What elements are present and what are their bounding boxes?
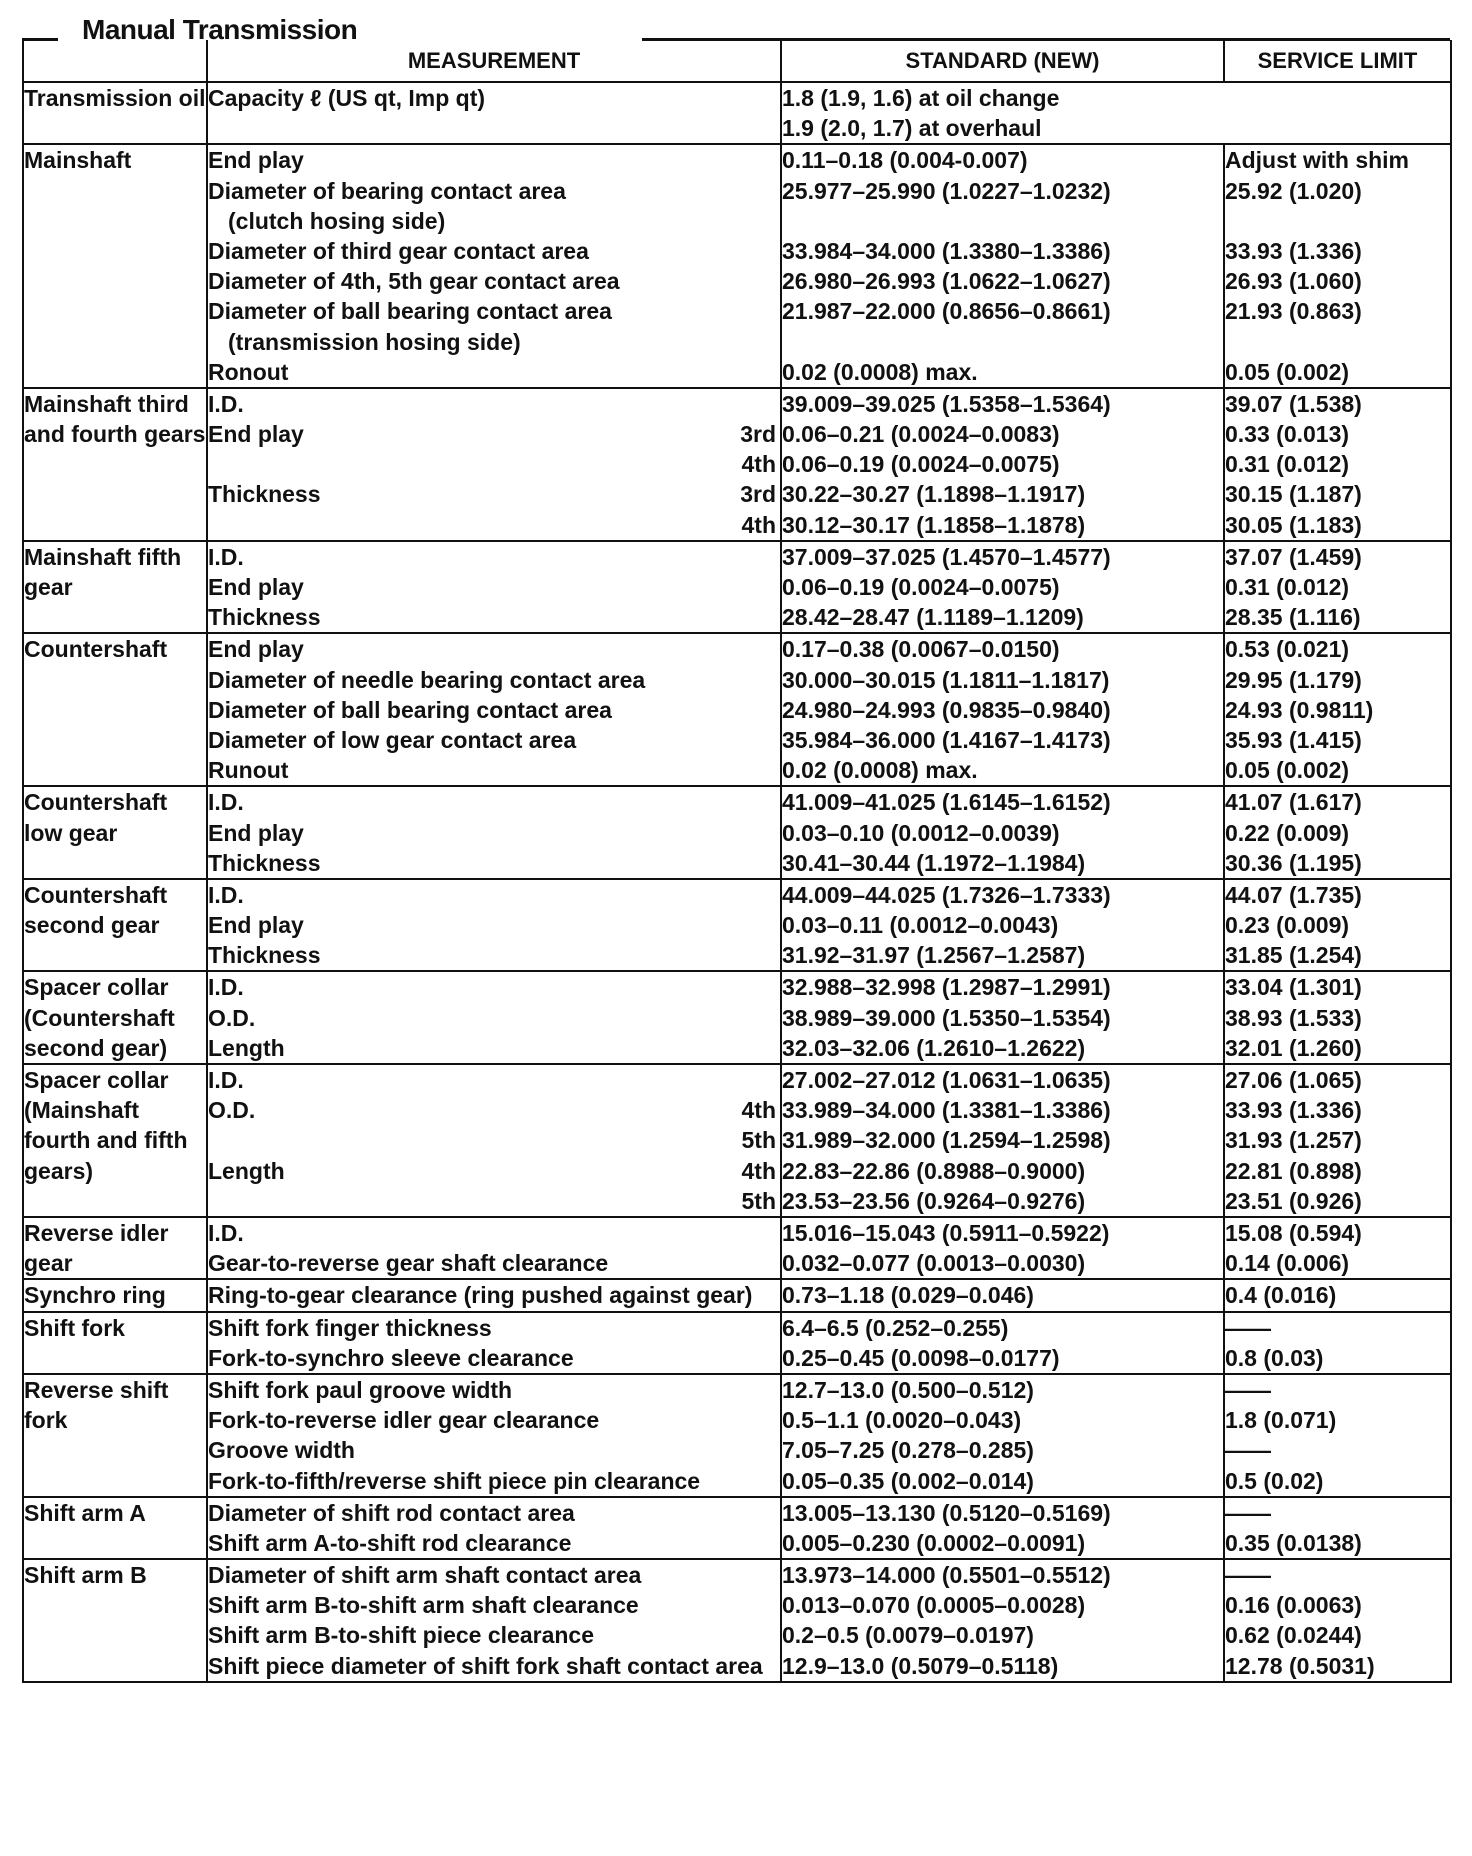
standard-value: 23.53–23.56 (0.9264–0.9276) [782, 1187, 1086, 1214]
measurement-line [208, 848, 780, 878]
spec-body [23, 82, 1451, 1682]
measurement-label: Diameter of shift rod contact area [208, 1499, 575, 1526]
measurement-label: Length [208, 1157, 285, 1184]
row-standard [781, 541, 1224, 634]
row-measurements [207, 1279, 781, 1311]
row-standard [781, 82, 1451, 144]
service-limit-value: 30.05 (1.183) [1225, 511, 1362, 538]
measurement-label: End play [208, 421, 304, 448]
standard-value: 0.11–0.18 (0.004-0.007) [782, 147, 1028, 174]
row-standard [781, 971, 1224, 1064]
measurement-line [208, 1033, 780, 1063]
row-measurements [207, 786, 781, 879]
measurement-line [208, 634, 780, 664]
measurement-line [208, 1466, 780, 1496]
measurement-line [208, 1375, 780, 1405]
measurement-label: End play [208, 636, 304, 663]
row-standard [781, 1559, 1224, 1682]
table-row [23, 1312, 1451, 1374]
service-limit-value [1225, 327, 1450, 357]
service-limit-value: 0.35 (0.0138) [1225, 1529, 1362, 1556]
row-category: Spacer collar (Countershaft second gear) [23, 971, 207, 1064]
measurement-label: O.D. [208, 1004, 256, 1031]
service-limit-value: —— [1225, 1376, 1271, 1403]
standard-value: 12.7–13.0 (0.500–0.512) [782, 1376, 1034, 1403]
standard-value: 21.987–22.000 (0.8656–0.8661) [782, 298, 1111, 325]
gear-indicator: 3rd [740, 481, 776, 508]
row-measurements [207, 541, 781, 634]
measurement-line [208, 725, 780, 755]
measurement-line [208, 145, 780, 175]
row-category: Transmission oil [23, 82, 207, 144]
row-service-limit [1224, 1374, 1451, 1497]
table-row [23, 633, 1451, 786]
gear-indicator: 4th [741, 451, 776, 478]
service-limit-value: 31.93 (1.257) [1225, 1127, 1362, 1154]
table-row [23, 1217, 1451, 1279]
header-standard: STANDARD (NEW) [781, 40, 1224, 82]
measurement-line [208, 449, 780, 479]
measurement-line [208, 419, 780, 449]
standard-value: 0.032–0.077 (0.0013–0.0030) [782, 1250, 1086, 1277]
table-row [23, 82, 1451, 144]
standard-value: 39.009–39.025 (1.5358–1.5364) [782, 390, 1111, 417]
standard-value: 38.989–39.000 (1.5350–1.5354) [782, 1004, 1111, 1031]
measurement-line [208, 1651, 780, 1681]
measurement-label: (clutch hosing side) [228, 207, 446, 234]
gear-indicator: 5th [741, 1127, 776, 1154]
standard-value: 0.02 (0.0008) max. [782, 358, 978, 385]
row-service-limit [1224, 1312, 1451, 1374]
row-standard [781, 633, 1224, 786]
row-service-limit [1224, 144, 1451, 388]
gear-indicator: 3rd [740, 421, 776, 448]
row-category: Countershaft second gear [23, 879, 207, 972]
standard-value: 41.009–41.025 (1.6145–1.6152) [782, 789, 1111, 816]
service-limit-value: 0.31 (0.012) [1225, 574, 1350, 600]
row-measurements [207, 1497, 781, 1559]
standard-value: 31.92–31.97 (1.2567–1.2587) [782, 942, 1086, 969]
row-category: Reverse idler gear [23, 1217, 207, 1279]
row-category: Countershaft low gear [23, 786, 207, 879]
row-service-limit [1224, 1217, 1451, 1279]
standard-value: 7.05–7.25 (0.278–0.285) [782, 1437, 1034, 1464]
standard-value: 6.4–6.5 (0.252–0.255) [782, 1314, 1009, 1341]
measurement-line [208, 1218, 780, 1248]
header-category [23, 40, 207, 82]
standard-value [782, 327, 1223, 357]
row-standard [781, 1217, 1224, 1279]
spec-sheet [22, 8, 1450, 1848]
row-measurements [207, 879, 781, 972]
table-row [23, 786, 1451, 879]
row-standard [781, 388, 1224, 541]
measurement-line [208, 1248, 780, 1278]
measurement-line [208, 787, 780, 817]
measurement-label: End play [208, 819, 304, 846]
measurement-label: I.D. [208, 543, 244, 570]
measurement-line [208, 83, 780, 113]
row-measurements [207, 1374, 781, 1497]
measurement-line [208, 940, 780, 970]
standard-value: 1.8 (1.9, 1.6) at oil change [782, 85, 1060, 111]
measurement-line [208, 1003, 780, 1033]
table-row [23, 1279, 1451, 1311]
measurement-line [208, 1435, 780, 1465]
measurement-line [208, 113, 780, 143]
row-service-limit [1224, 388, 1451, 541]
measurement-line [208, 1498, 780, 1528]
measurement-label: Gear-to-reverse gear shaft clearance [208, 1250, 609, 1277]
standard-value: 0.06–0.21 (0.0024–0.0083) [782, 421, 1060, 448]
standard-value: 33.989–34.000 (1.3381–1.3386) [782, 1097, 1111, 1124]
measurement-label: Diameter of low gear contact area [208, 726, 577, 753]
standard-value: 1.9 (2.0, 1.7) at overhaul [782, 115, 1042, 142]
service-limit-value: 27.06 (1.065) [1225, 1067, 1362, 1094]
measurement-line [208, 206, 780, 236]
row-service-limit [1224, 879, 1451, 972]
table-row [23, 879, 1451, 972]
row-standard [781, 144, 1224, 388]
service-limit-value: 0.05 (0.002) [1225, 757, 1350, 784]
row-standard [781, 786, 1224, 879]
service-limit-value: 0.53 (0.021) [1225, 636, 1350, 663]
spec-table [22, 40, 1452, 1683]
standard-value: 0.73–1.18 (0.029–0.046) [782, 1282, 1034, 1309]
row-standard [781, 1064, 1224, 1217]
service-limit-value: —— [1225, 1314, 1271, 1341]
measurement-label: I.D. [208, 1219, 244, 1246]
service-limit-value: 39.07 (1.538) [1225, 390, 1362, 417]
table-row [23, 1559, 1451, 1682]
header-row [23, 40, 1451, 82]
measurement-label: Length [208, 1034, 285, 1061]
measurement-line [208, 1560, 780, 1590]
service-limit-value: 25.92 (1.020) [1225, 177, 1362, 204]
service-limit-value: 0.16 (0.0063) [1225, 1592, 1362, 1619]
table-row [23, 1064, 1451, 1217]
measurement-label: Groove width [208, 1437, 355, 1464]
service-limit-value: 31.85 (1.254) [1225, 942, 1362, 969]
row-service-limit [1224, 633, 1451, 786]
table-row [23, 541, 1451, 634]
standard-value: 0.06–0.19 (0.0024–0.0075) [782, 574, 1060, 600]
row-measurements [207, 1217, 781, 1279]
row-measurements [207, 144, 781, 388]
measurement-line [208, 665, 780, 695]
measurement-label: O.D. [208, 1097, 256, 1124]
measurement-line [208, 880, 780, 910]
measurement-line [208, 1280, 780, 1310]
row-service-limit [1224, 1497, 1451, 1559]
row-standard [781, 1279, 1224, 1311]
service-limit-value: 24.93 (0.9811) [1225, 696, 1374, 723]
measurement-line [208, 1590, 780, 1620]
measurement-line [208, 389, 780, 419]
measurement-line [208, 1095, 780, 1125]
measurement-label: Fork-to-fifth/reverse shift piece pin clearance [208, 1467, 701, 1494]
standard-value: 25.977–25.990 (1.0227–1.0232) [782, 177, 1111, 204]
gear-indicator: 4th [741, 1157, 776, 1184]
standard-value: 13.973–14.000 (0.5501–0.5512) [782, 1562, 1111, 1589]
measurement-line [208, 542, 780, 572]
row-standard [781, 1497, 1224, 1559]
standard-value: 30.000–30.015 (1.1811–1.1817) [782, 666, 1110, 693]
row-category: Countershaft [23, 633, 207, 786]
measurement-line [208, 357, 780, 387]
row-category: Synchro ring [23, 1279, 207, 1311]
measurement-line [208, 910, 780, 940]
measurement-label: Runout [208, 757, 289, 784]
service-limit-value: 33.93 (1.336) [1225, 1097, 1362, 1124]
measurement-label: Shift piece diameter of shift fork shaft contact area [208, 1652, 763, 1679]
measurement-label: Shift fork finger thickness [208, 1314, 492, 1341]
row-service-limit [1224, 971, 1451, 1064]
measurement-label: Shift arm A-to-shift rod clearance [208, 1529, 572, 1556]
standard-value: 32.03–32.06 (1.2610–1.2622) [782, 1034, 1086, 1061]
standard-value: 30.41–30.44 (1.1972–1.1984) [782, 849, 1086, 876]
service-limit-value: 0.31 (0.012) [1225, 451, 1350, 478]
row-category: Shift fork [23, 1312, 207, 1374]
measurement-line [208, 1528, 780, 1558]
row-measurements [207, 633, 781, 786]
row-service-limit [1224, 1064, 1451, 1217]
measurement-line [208, 327, 780, 357]
table-row [23, 1374, 1451, 1497]
service-limit-value: 32.01 (1.260) [1225, 1034, 1362, 1061]
measurement-line [208, 1156, 780, 1186]
measurement-line [208, 755, 780, 785]
service-limit-value: 0.5 (0.02) [1225, 1467, 1324, 1494]
measurement-label: Fork-to-reverse idler gear clearance [208, 1407, 600, 1434]
measurement-line [208, 602, 780, 632]
service-limit-value: 0.22 (0.009) [1225, 819, 1350, 846]
standard-value: 15.016–15.043 (0.5911–0.5922) [782, 1219, 1110, 1246]
service-limit-value: 0.33 (0.013) [1225, 421, 1350, 448]
row-service-limit [1224, 786, 1451, 879]
measurement-label: Diameter of needle bearing contact area [208, 666, 646, 693]
measurement-line [208, 1343, 780, 1373]
measurement-label: Diameter of ball bearing contact area [208, 298, 612, 325]
measurement-line [208, 972, 780, 1002]
row-measurements [207, 1559, 781, 1682]
standard-value: 44.009–44.025 (1.7326–1.7333) [782, 881, 1111, 908]
standard-value [782, 206, 1223, 236]
service-limit-value: 26.93 (1.060) [1225, 268, 1362, 295]
measurement-label: Diameter of third gear contact area [208, 237, 589, 264]
standard-value: 0.03–0.11 (0.0012–0.0043) [782, 912, 1059, 939]
measurement-label: I.D. [208, 974, 244, 1001]
standard-value: 0.25–0.45 (0.0098–0.0177) [782, 1344, 1060, 1371]
standard-value: 24.980–24.993 (0.9835–0.9840) [782, 696, 1111, 723]
standard-value: 0.013–0.070 (0.0005–0.0028) [782, 1592, 1086, 1619]
measurement-line [208, 1186, 780, 1216]
service-limit-value: 15.08 (0.594) [1225, 1219, 1362, 1246]
measurement-label: I.D. [208, 789, 244, 816]
service-limit-value: 44.07 (1.735) [1225, 881, 1362, 908]
measurement-label: End play [208, 147, 304, 174]
row-category: Mainshaft fifth gear [23, 541, 207, 634]
measurement-line [208, 1620, 780, 1650]
gear-indicator: 4th [741, 1097, 776, 1124]
service-limit-value: 0.05 (0.002) [1225, 358, 1350, 385]
row-service-limit [1224, 1279, 1451, 1311]
measurement-label: Diameter of bearing contact area [208, 177, 566, 204]
row-standard [781, 1374, 1224, 1497]
standard-value: 0.06–0.19 (0.0024–0.0075) [782, 451, 1060, 478]
measurement-line [208, 479, 780, 509]
standard-value: 0.005–0.230 (0.0002–0.0091) [782, 1529, 1086, 1556]
measurement-label: End play [208, 574, 304, 600]
standard-value: 33.984–34.000 (1.3380–1.3386) [782, 237, 1111, 264]
standard-value: 0.5–1.1 (0.0020–0.043) [782, 1407, 1022, 1434]
service-limit-value: 23.51 (0.926) [1225, 1187, 1362, 1214]
service-limit-value: 21.93 (0.863) [1225, 298, 1362, 325]
row-category: Spacer collar (Mainshaft fourth and fifth gears) [23, 1064, 207, 1217]
standard-value: 26.980–26.993 (1.0622–1.0627) [782, 268, 1111, 295]
service-limit-value: —— [1225, 1499, 1271, 1526]
measurement-label: Shift fork paul groove width [208, 1376, 513, 1403]
measurement-label: Thickness [208, 481, 321, 508]
standard-value: 30.22–30.27 (1.1898–1.1917) [782, 481, 1086, 508]
measurement-line [208, 1065, 780, 1095]
measurement-label: (transmission hosing side) [228, 328, 521, 355]
standard-value: 31.989–32.000 (1.2594–1.2598) [782, 1127, 1111, 1154]
table-row [23, 144, 1451, 388]
row-standard [781, 1312, 1224, 1374]
standard-value: 12.9–13.0 (0.5079–0.5118) [782, 1652, 1059, 1679]
standard-value: 37.009–37.025 (1.4570–1.4577) [782, 543, 1111, 570]
gear-indicator: 5th [741, 1187, 776, 1214]
measurement-label: Diameter of 4th, 5th gear contact area [208, 268, 620, 295]
service-limit-value: 22.81 (0.898) [1225, 1157, 1362, 1184]
measurement-label: I.D. [208, 881, 244, 908]
table-row [23, 1497, 1451, 1559]
row-measurements [207, 971, 781, 1064]
row-service-limit [1224, 1559, 1451, 1682]
measurement-label: I.D. [208, 390, 244, 417]
measurement-line [208, 1125, 780, 1155]
service-limit-value: —— [1225, 1437, 1271, 1464]
service-limit-value: —— [1225, 1562, 1271, 1589]
service-limit-value: 0.62 (0.0244) [1225, 1622, 1362, 1649]
measurement-line [208, 510, 780, 540]
standard-value: 35.984–36.000 (1.4167–1.4173) [782, 726, 1111, 753]
row-category: Mainshaft third and fourth gears [23, 388, 207, 541]
measurement-label: Thickness [208, 942, 321, 969]
standard-value: 13.005–13.130 (0.5120–0.5169) [782, 1499, 1111, 1526]
measurement-label: End play [208, 912, 304, 939]
measurement-label: Shift arm B-to-shift arm shaft clearance [208, 1592, 639, 1619]
measurement-line [208, 176, 780, 206]
service-limit-value: 0.4 (0.016) [1225, 1282, 1337, 1309]
standard-value: 22.83–22.86 (0.8988–0.9000) [782, 1157, 1086, 1184]
row-category: Shift arm A [23, 1497, 207, 1559]
measurement-line [208, 236, 780, 266]
service-limit-value: 0.14 (0.006) [1225, 1250, 1350, 1277]
standard-value: 0.2–0.5 (0.0079–0.0197) [782, 1622, 1034, 1649]
service-limit-value: 35.93 (1.415) [1225, 726, 1362, 753]
measurement-line [208, 695, 780, 725]
measurement-label: I.D. [208, 1067, 244, 1094]
measurement-line [208, 572, 780, 602]
standard-value: 27.002–27.012 (1.0631–1.0635) [782, 1067, 1111, 1094]
measurement-label: Thickness [208, 849, 321, 876]
service-limit-value: 38.93 (1.533) [1225, 1004, 1362, 1031]
standard-value: 0.03–0.10 (0.0012–0.0039) [782, 819, 1060, 846]
service-limit-value: 28.35 (1.116) [1225, 604, 1361, 631]
row-category: Mainshaft [23, 144, 207, 388]
service-limit-value: 12.78 (0.5031) [1225, 1652, 1375, 1679]
service-limit-value: 0.23 (0.009) [1225, 912, 1350, 939]
measurement-line [208, 1313, 780, 1343]
standard-value: 32.988–32.998 (1.2987–1.2991) [782, 974, 1111, 1001]
service-limit-value: 30.36 (1.195) [1225, 849, 1362, 876]
row-standard [781, 879, 1224, 972]
measurement-label: Thickness [208, 604, 321, 631]
service-limit-value: 0.8 (0.03) [1225, 1344, 1324, 1371]
service-limit-value: 29.95 (1.179) [1225, 666, 1362, 693]
row-category: Reverse shift fork [23, 1374, 207, 1497]
service-limit-value [1225, 206, 1450, 236]
row-measurements [207, 82, 781, 144]
row-measurements [207, 1312, 781, 1374]
measurement-label: Diameter of ball bearing contact area [208, 696, 612, 723]
measurement-line [208, 266, 780, 296]
standard-value: 0.17–0.38 (0.0067–0.0150) [782, 636, 1060, 663]
row-service-limit [1224, 541, 1451, 634]
measurement-label: Ring-to-gear clearance (ring pushed against gear) [208, 1282, 753, 1309]
service-limit-value: 33.93 (1.336) [1225, 237, 1362, 264]
measurement-label: Diameter of shift arm shaft contact area [208, 1562, 642, 1589]
gear-indicator: 4th [741, 511, 776, 538]
service-limit-value: Adjust with shim [1225, 147, 1409, 174]
measurement-line [208, 296, 780, 326]
row-category: Shift arm B [23, 1559, 207, 1682]
measurement-label: Fork-to-synchro sleeve clearance [208, 1344, 574, 1371]
standard-value: 28.42–28.47 (1.1189–1.1209) [782, 604, 1084, 631]
service-limit-value: 30.15 (1.187) [1225, 481, 1362, 508]
table-row [23, 971, 1451, 1064]
measurement-label: Capacity ℓ (US qt, Imp qt) [208, 85, 486, 111]
page-title: Manual Transmission [82, 14, 358, 45]
header-service-limit: SERVICE LIMIT [1224, 40, 1451, 82]
measurement-line [208, 818, 780, 848]
row-measurements [207, 1064, 781, 1217]
header-measurement: MEASUREMENT [207, 40, 781, 82]
service-limit-value: 33.04 (1.301) [1225, 974, 1362, 1001]
measurement-line [208, 1405, 780, 1435]
standard-value: 30.12–30.17 (1.1858–1.1878) [782, 511, 1086, 538]
measurement-label: Ronout [208, 358, 289, 385]
standard-value: 0.02 (0.0008) max. [782, 757, 978, 784]
standard-value: 0.05–0.35 (0.002–0.014) [782, 1467, 1034, 1494]
service-limit-value: 37.07 (1.459) [1225, 543, 1362, 570]
service-limit-value: 41.07 (1.617) [1225, 789, 1362, 816]
table-row [23, 388, 1451, 541]
service-limit-value: 1.8 (0.071) [1225, 1407, 1337, 1434]
row-measurements [207, 388, 781, 541]
measurement-label: Shift arm B-to-shift piece clearance [208, 1622, 594, 1649]
